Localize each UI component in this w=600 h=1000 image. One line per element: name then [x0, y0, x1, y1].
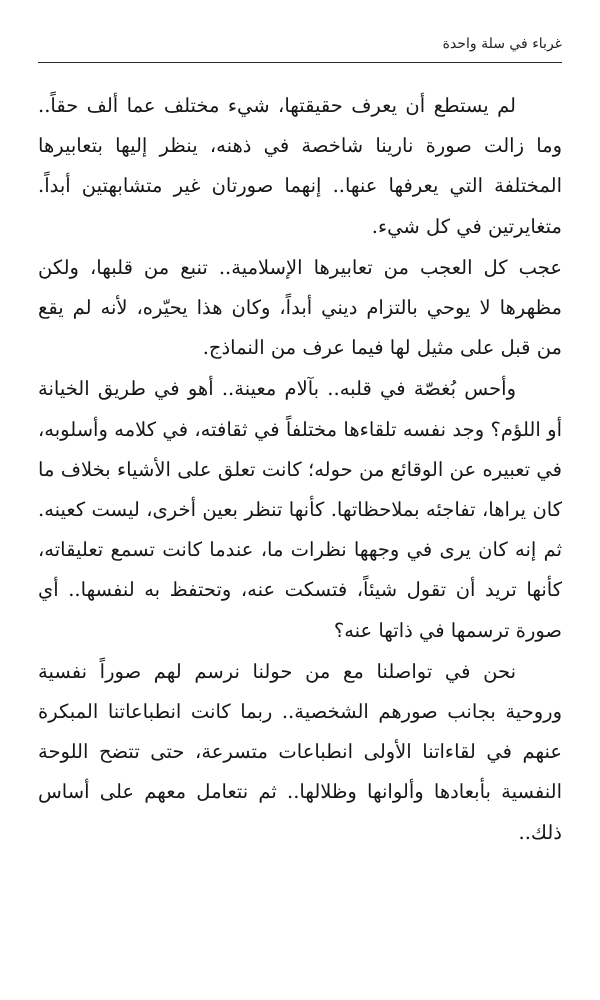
paragraph-2: عجب كل العجب من تعابيرها الإسلامية.. تنبع من قلبها، ولكن مظهرها لا يوحي بالتزام ديني أبداً، وكان هذا يحيّره، لأنه لم يقع من قبل على مثيل لها فيما عرف من النماذج.: [38, 255, 562, 360]
page-header: [38, 34, 562, 63]
paragraph-1: لم يستطع أن يعرف حقيقتها، شيء مختلف عما ألف حقاً.. وما زالت صورة نارينا شاخصة في ذهنه، ينظر إليها بتعابيرها المختلفة التي يعرفها عنها.. إنهما صورتان غير متشابهتين أبداً. متغايرتين في كل شيء.: [38, 94, 562, 238]
paragraph-4: نحن في تواصلنا مع من حولنا نرسم لهم صوراً نفسية وروحية بجانب صورهم الشخصية.. ربما كانت انطباعاتنا المبكرة عنهم في لقاءاتنا الأولى انطباعات متسرعة، حتى تتضح اللوحة النفسية بأبعادها وألوانها وظلالها.. ثم نتعامل معهم على أساس ذلك..: [38, 659, 562, 844]
paragraph-3: وأحس بُغصّة في قلبه.. بآلام معينة.. أهو في طريق الخيانة أو اللؤم؟ وجد نفسه تلقاءها مختلفاً في ثقافته، في كلامه وأسلوبه، في تعبيره عن الوقائع من حوله؛ كانت تعلق على الأشياء بخلاف ما كان يراها، تفاجئه بملاحظاتها. كأنها تنظر بعين أخرى، ليست كعينه. ثم إنه كان يرى في وجهها نظرات ما، عندما كانت تسمع تعليقاته، كأنها تريد أن تقول شيئاً، فتسكت عنه، وتحتفظ به لنفسها.. أي صورة ترسمها في ذاتها عنه؟: [38, 377, 562, 642]
running-title: غرباء في سلة واحدة: [442, 36, 562, 52]
body-text: [38, 86, 562, 853]
